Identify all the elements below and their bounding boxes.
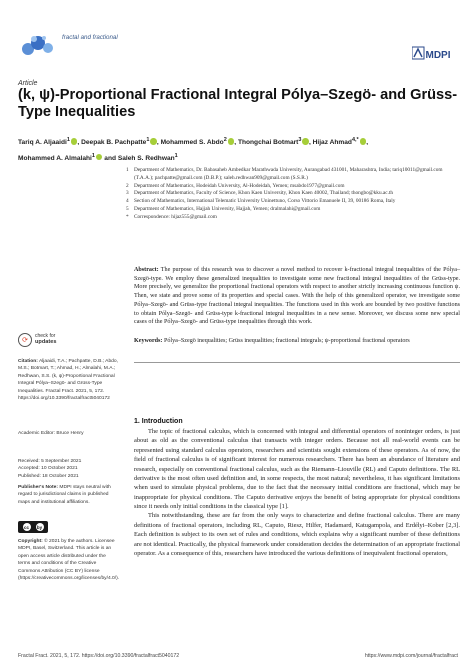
publisher-note xyxy=(18,484,118,506)
author-affil-sup: 1 xyxy=(66,137,70,143)
copyright-block xyxy=(18,538,118,582)
affiliation-item xyxy=(126,206,460,214)
author-name[interactable]: Mohammed A. Almalahi xyxy=(18,154,92,162)
mdpi-logo[interactable] xyxy=(412,44,452,62)
footer-journal-link[interactable]: https://www.mdpi.com/journal/fractalfract xyxy=(364,653,458,659)
page-footer xyxy=(18,653,458,659)
affiliation-number: 4 xyxy=(126,198,129,205)
cc-license-badge[interactable] xyxy=(18,521,48,533)
abstract-text: The purpose of this research was to discover a novel method to recover k-fractional integral inequalities of the Pólya–Szegö-type. We employ these generalized inequalities to investigate some new fractional integral inequalities of the Grüss-type. More precisely, we generalize the proportional fractional operators with respect to another strictly increasing continuous function ψ. Then, we state and prove some of its properties and special cases. With the help of this generalized operator, we investigate some Pólya–Szegö- and Grüss-type fractional integral inequalities. The functions used in this work are bounded by two positive functions to obtain Pólya–Szegö- and Grüss-type k-fractional integral inequalities in a new sense. Moreover, we discuss some new special cases of the Pólya–Szegö- and Grüss-type inequalities through this work. xyxy=(134,267,460,326)
abstract xyxy=(134,266,460,327)
author-name[interactable]: Saleh S. Redhwan xyxy=(117,154,175,162)
updates-icon: ⟳ xyxy=(18,333,32,347)
author-name[interactable]: Deepak B. Pachpatte xyxy=(81,139,147,147)
copyright-text: © 2021 by the authors. Licensee MDPI, Basel, Switzerland. This article is an open access article distributed under the terms and conditions of the Creative Commons Attribution (CC BY) license (https://creativecommons.org/licenses/by/4.0/). xyxy=(18,539,120,582)
author-name[interactable]: Thongchai Botmart xyxy=(237,139,299,147)
copyright-label: Copyright: xyxy=(18,539,43,544)
keywords-text: Pólya–Szegö inequalities; Grüss inequalities; fractional integrals; ψ-proportional fractional operators xyxy=(163,338,410,344)
editor-label: Academic Editor: xyxy=(18,431,55,436)
orcid-icon[interactable] xyxy=(71,138,78,145)
intro-paragraph: The topic of fractional calculus, which is concerned with integral and differential operators of noninteger orders, is just about as old as the conventional calculus that transacts with integer orders. Because not all real-world events can be represented using standard calculus operators, researchers and scientists sought extensions of these operators. As of now, the field of fractional calculus is of significant interest for numerous researchers. There has been an abundance of literature and research, especially on conventional fractional calculus, such as the Riemann–Liouville (RL) and Caputo definitions. The RL derivative is the most often used definition and, in some respects, the most natural; nevertheless, it has significant limitations when used to simulate physical problems, due to the fact that the necessary initial conditions are fractional, which may be inappropriate for physical conditions. The Caputo derivative enjoys the benefit of being appropriate for physical conditions since it needs only initial conditions in the classical type [1]. xyxy=(134,428,460,510)
orcid-icon[interactable] xyxy=(360,138,367,145)
intro-paragraph: This notwithstanding, these are far from the only ways to characterize and define fractional calculus. There are many definitions of fractional operators, including RL, Caputo, Riesz, Hilfer, Hadamard, Katugampola, and Erdélyi–Kober [2,3]. Each definition is subject to its own set of rules and conditions, which explains why a significant number of these definitions are not identical. Practically, the physical framework under consideration decides the determination of an appropriate fractional operator. As a consequence of this, researchers have introduced the various definitions of inequivalent fractional operators, xyxy=(134,512,460,557)
intro-body xyxy=(134,427,460,558)
orcid-icon[interactable] xyxy=(228,138,235,145)
author-name[interactable]: Mohammed S. Abdo xyxy=(160,139,224,147)
author-affil-sup: 1 xyxy=(174,152,178,159)
updates-bottom-label: updates xyxy=(35,339,57,345)
affiliation-item xyxy=(126,198,460,206)
journal-name[interactable]: fractal and fractional xyxy=(62,34,118,41)
divider xyxy=(134,362,460,363)
author-affil-sup: 1 xyxy=(91,152,95,159)
author-affil-sup: 1 xyxy=(146,137,150,143)
author-affil-sup: 4,* xyxy=(351,137,359,143)
publisher-note-text: MDPI stays neutral with regard to jurisdictional claims in published maps and institutional affiliations. xyxy=(18,485,111,505)
author-name[interactable]: Tariq A. Aljaaidi xyxy=(18,139,67,147)
affiliation-item xyxy=(126,214,460,222)
orcid-icon[interactable] xyxy=(96,154,103,161)
editor-name: Bruce Henry xyxy=(56,431,84,436)
svg-text:MDPI: MDPI xyxy=(425,50,451,61)
author-affil-sup: 2 xyxy=(223,137,227,143)
citation-block xyxy=(18,358,118,402)
citation-text[interactable]: Aljaaidi, T.A.; Pachpatte, D.B.; Abdo, M.S.; Botmart, T.; Ahmad, H.; Almalahi, M.A.; Redhwan, S.S. (k, ψ)-Proportional Fractional Integral Pólya–Szegö- and Grüss-Type Inequalities. Fractal Fract. 2021, 5, 172. https://doi.org/10.3390/fractalfract5040172 xyxy=(18,359,118,402)
publisher-note-label: Publisher's Note: xyxy=(18,485,59,490)
affiliations xyxy=(126,167,460,222)
dates-block xyxy=(18,458,118,480)
footer-citation[interactable]: Fractal Fract. 2021, 5, 172. https://doi.org/10.3390/fractalfract5040172 xyxy=(18,653,180,659)
affiliation-number: 2 xyxy=(126,182,129,189)
affiliation-number: 1 xyxy=(126,167,129,173)
published-date: Published: 18 October 2021 xyxy=(18,473,79,479)
abstract-label: Abstract: xyxy=(134,267,159,273)
affiliation-text: Department of Mathematics, Hajjah University, Hajjah, Yemen; dralmalahi@gmail.com xyxy=(134,205,321,212)
section-heading: 1. Introduction xyxy=(134,418,183,425)
citation-label: Citation: xyxy=(18,359,38,364)
received-date: Received: 5 September 2021 xyxy=(18,459,82,464)
orcid-icon[interactable] xyxy=(302,138,309,145)
updates-top-label: check for xyxy=(35,333,56,340)
affiliation-number: * xyxy=(126,213,129,220)
accepted-date: Accepted: 10 October 2021 xyxy=(18,466,78,472)
cc-icon: cc xyxy=(23,524,29,530)
academic-editor xyxy=(18,430,118,437)
author-list: Tariq A. Aljaaidi$^1$ , Deepak B. Pachpatte$^1$ , Mohammed S. Abdo$^2$ , Thongchai Botmart$^3$ , Hijaz Ahmad$^{4,*}$ , Mohammed A. Almalahi$^1$ and Saleh S. Redhwan$^1$ xyxy=(18,137,369,162)
article-type: Article xyxy=(18,80,38,87)
by-icon: by xyxy=(36,524,43,530)
affiliation-text: Section of Mathematics, International Telematic University Uninettuno, Corso Vittorio Emanuele II, 39, 00186 Roma, Italy xyxy=(134,198,396,205)
correspondence-text: Correspondence: hijaz555@gmail.com xyxy=(134,213,217,220)
journal-logo-icon xyxy=(18,34,58,56)
affiliation-number: 5 xyxy=(126,205,129,212)
affiliation-number: 3 xyxy=(126,190,129,197)
article-title: (k, ψ)-Proportional Fractional Integral Pólya–Szegö- and Grüss-Type Inequalities xyxy=(18,87,458,120)
author-name[interactable]: Hijaz Ahmad xyxy=(312,139,352,147)
orcid-icon[interactable] xyxy=(150,138,157,145)
keywords xyxy=(134,337,460,346)
affiliation-item xyxy=(126,167,460,183)
affiliation-text: Department of Mathematics, Faculty of Science, Khon Kaen University, Khon Kaen 40002, Thailand; thongbo@kku.ac.th xyxy=(134,190,394,197)
keywords-label: Keywords: xyxy=(134,338,163,344)
affiliation-text: Department of Mathematics, Hodeidah University, Al-Hodeidah, Yemen; msabdo1977@gmail.com xyxy=(134,182,345,189)
affiliation-text: Department of Mathematics, Dr. Babasaheb Ambedkar Marathwada University, Aurangabad 431001, Maharashtra, India; tariq10011@gmail.com (T.A.A.); pachpatte@gmail.com (D.B.P.); saleh.redhwan909@gmail.com (S.S.R.) xyxy=(134,167,443,181)
check-for-updates-button[interactable] xyxy=(18,330,78,350)
author-affil-sup: 3 xyxy=(298,137,302,143)
